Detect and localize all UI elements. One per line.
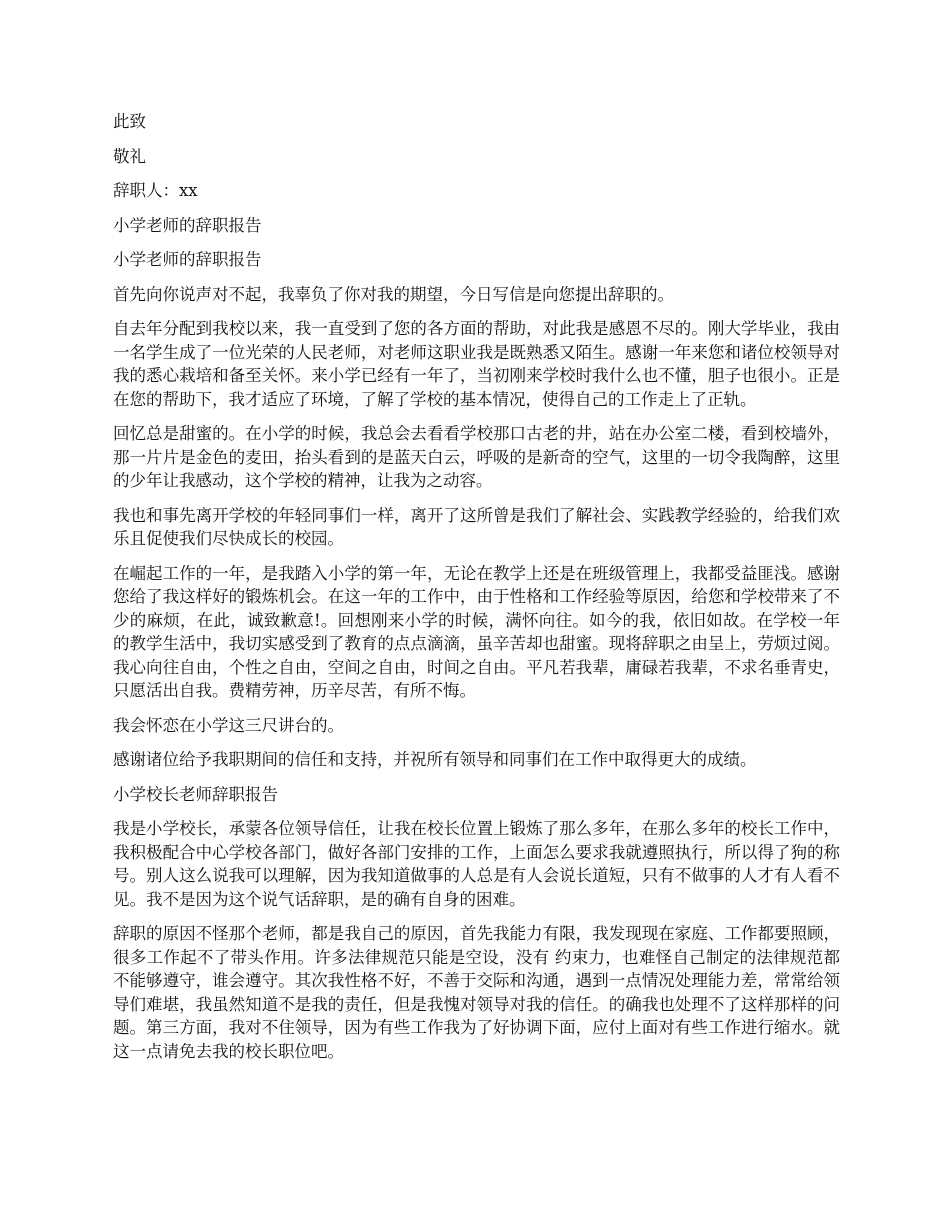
body-paragraph: 我也和事先离开学校的年轻同事们一样，离开了这所曾是我们了解社会、实践教学经验的，给我们欢乐且促使我们尽快成长的校园。 — [113, 505, 840, 548]
body-paragraph: 辞职的原因不怪那个老师，都是我自己的原因，首先我能力有限，我发现现在家庭、工作都要照顾，很多工作起不了带头作用。许多法律规范只能是空设，没有 约束力，也难怪自己制定的法律规范都不能够遵守，谁会遵守。其次我性格不好，不善于交际和沟通，遇到一点情况处理能力差，常常给领导们难堪，我虽然知道不是我的责任，但是我愧对领导对我的信任。的确我也处理不了这样那样的问题。第三方面，我对不住领导，因为有些工作我为了好协调下面，应付上面对有些工作进行缩水。就这一点请免去我的校长职位吧。 — [113, 924, 840, 1061]
body-paragraph: 我是小学校长，承蒙各位领导信任，让我在校长位置上锻炼了那么多年，在那么多年的校长工作中，我积极配合中心学校各部门，做好各部门安排的工作，上面怎么要求我就遵照执行，所以得了狗的称号。别人这么说我可以理解，因为我知道做事的人总是有人会说长道短，只有不做事的人才有人看不见。我不是因为这个说气话辞职，是的确有自身的困难。 — [113, 819, 840, 909]
letter-title: 小学老师的辞职报告 — [113, 250, 262, 269]
body-paragraph: 在崛起工作的一年，是我踏入小学的第一年，无论在教学上还是在班级管理上，我都受益匪浅。感谢您给了我这样好的锻炼机会。在这一年的工作中，由于性格和工作经验等原因，给您和学校带来了不少的麻烦，在此，诚致歉意!。回想刚来小学的时候，满怀向往。如今的我，依旧如故。在学校一年的教学生活中，我切实感受到了教育的点点滴滴，虽辛苦却也甜蜜。现将辞职之由呈上，劳烦过阅。我心向往自由，个性之自由，空间之自由，时间之自由。平凡若我辈，庸碌若我辈，不求名垂青史，只愿活出自我。费精劳神，历辛尽苦，有所不悔。 — [113, 563, 840, 700]
document-page — [113, 110, 840, 1074]
body-paragraph: 我会怀恋在小学这三尺讲台的。 — [113, 715, 344, 735]
body-paragraph: 感谢诸位给予我职期间的信任和支持，并祝所有领导和同事们在工作中取得更大的成绩。 — [113, 750, 757, 769]
closing-regards: 敬礼 — [113, 146, 146, 166]
body-paragraph: 回忆总是甜蜜的。在小学的时候，我总会去看看学校那口古老的井，站在办公室二楼，看到校墙外，那一片片是金色的麦田，抬头看到的是蓝天白云，呼吸的是新奇的空气，这里的一切令我陶醉，这里的少年让我感动，这个学校的精神，让我为之动容。 — [113, 424, 840, 490]
body-paragraph: 自去年分配到我校以来，我一直受到了您的各方面的帮助，对此我是感恩不尽的。刚大学毕业，我由一名学生成了一位光荣的人民老师，对老师这职业我是既熟悉又陌生。感谢一年来您和诸位校领导对我的悉心栽培和备至关怀。来小学已经有一年了，当初刚来学校时我什么也不懂，胆子也很小。正是在您的帮助下，我才适应了环境，了解了学校的基本情况，使得自己的工作走上了正轨。 — [113, 319, 840, 409]
section-heading: 小学老师的辞职报告 — [113, 215, 262, 235]
closing-salutation: 此致 — [113, 112, 146, 131]
body-paragraph: 首先向你说声对不起，我辜负了你对我的期望，今日写信是向您提出辞职的。 — [113, 284, 674, 304]
section-heading: 小学校长老师辞职报告 — [113, 784, 278, 804]
signature-line: 辞职人：xx — [113, 181, 198, 200]
